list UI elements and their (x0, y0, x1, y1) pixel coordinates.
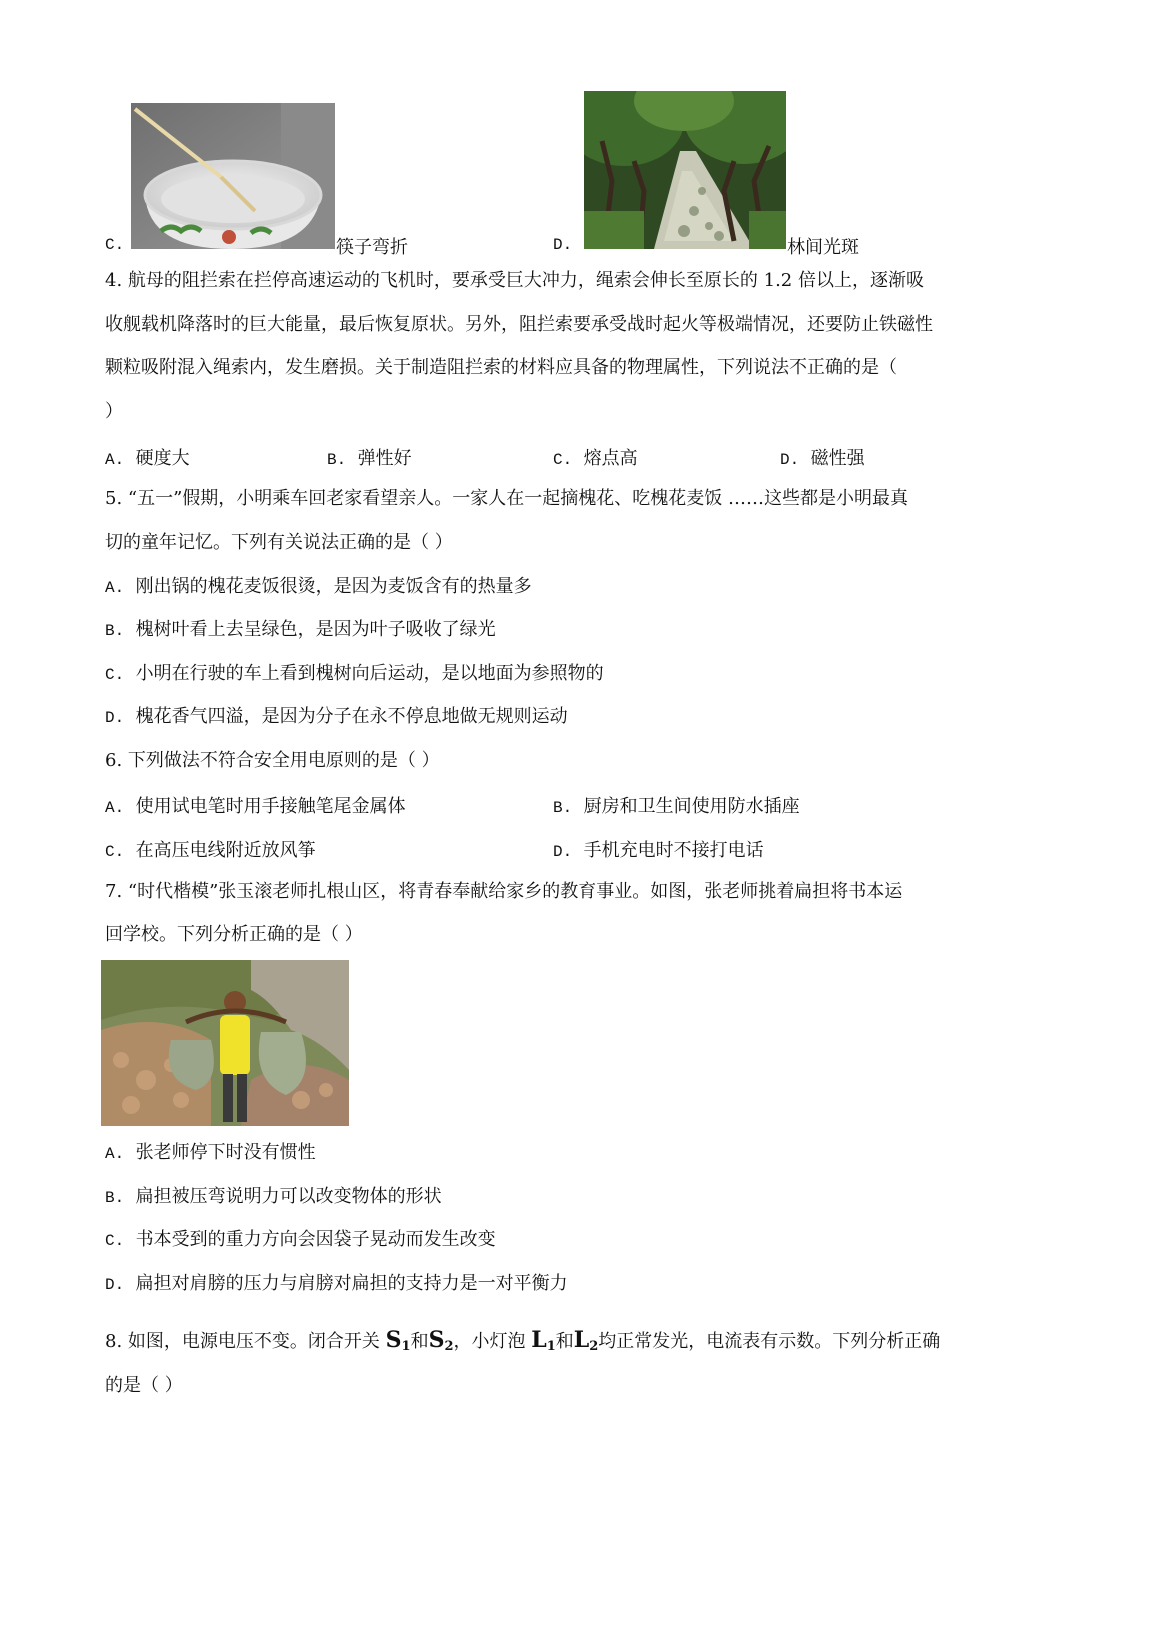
q4-option-d: D. 磁性强 (780, 448, 865, 469)
q7-line-2: 回学校。下列分析正确的是（ ） (105, 924, 363, 945)
symbol-s1: $S_1$ (385, 1327, 411, 1354)
q5-line-1: 5. “五一”假期，小明乘车回老家看望亲人。一家人在一起摘槐花、吃槐花麦饭 ……这些都是小明最真 (105, 488, 909, 509)
q7-option-c: C. 书本受到的重力方向会因袋子晃动而发生改变 (105, 1229, 496, 1250)
q5-option-d: D. 槐花香气四溢，是因为分子在永不停息地做无规则运动 (105, 706, 568, 727)
q6-option-d: D. 手机充电时不接打电话 (553, 840, 764, 861)
q6-option-c: C. 在高压电线附近放风筝 (105, 840, 316, 861)
q8-line-1: 8. 如图，电源电压不变。闭合开关 $S_1$和$S_2$，小灯泡 $L_1$和$L_2$均正常发光，电流表有示数。下列分析正确 (105, 1327, 941, 1354)
q7-option-a: A. 张老师停下时没有惯性 (105, 1142, 316, 1163)
q5-option-b: B. 槐树叶看上去呈绿色，是因为叶子吸收了绿光 (105, 619, 496, 640)
q7-option-d: D. 扁担对肩膀的压力与肩膀对扁担的支持力是一对平衡力 (105, 1273, 568, 1294)
bowl-chopstick-photo (131, 103, 335, 249)
q6-line-1: 6. 下列做法不符合安全用电原则的是（ ） (105, 750, 440, 771)
q4-option-c: C. 熔点高 (553, 448, 638, 469)
symbol-s2: $S_2$ (428, 1327, 454, 1354)
q6-option-b: B. 厨房和卫生间使用防水插座 (553, 796, 800, 817)
q5-option-c: C. 小明在行驶的车上看到槐树向后运动，是以地面为参照物的 (105, 663, 604, 684)
q4-line-4: ） (105, 401, 123, 422)
q4-line-3: 颗粒吸附混入绳索内，发生磨损。关于制造阻拦索的材料应具备的物理属性，下列说法不正确的是（ (105, 357, 897, 378)
q8-line-2: 的是（ ） (105, 1375, 183, 1396)
q5-line-2: 切的童年记忆。下列有关说法正确的是（ ） (105, 532, 453, 553)
q7-line-1: 7. “时代楷模”张玉滚老师扎根山区，将青春奉献给家乡的教育事业。如图，张老师挑着扁担将书本运 (105, 881, 903, 902)
q3-option-d-letter: D. (553, 236, 573, 254)
q7-option-b: B. 扁担被压弯说明力可以改变物体的形状 (105, 1186, 442, 1207)
q5-option-a: A. 刚出锅的槐花麦饭很烫，是因为麦饭含有的热量多 (105, 576, 532, 597)
q4-option-a: A. 硬度大 (105, 448, 190, 469)
q3-option-c-caption: 筷子弯折 (336, 237, 408, 258)
tree-lane-photo (584, 91, 786, 249)
q4-option-b: B. 弹性好 (327, 448, 412, 469)
symbol-l2: $L_2$ (573, 1327, 599, 1354)
q3-option-d-caption: 林间光斑 (787, 237, 859, 258)
q6-option-a: A. 使用试电笔时用手接触笔尾金属体 (105, 796, 406, 817)
q3-option-c-letter: C. (105, 236, 125, 254)
teacher-carrying-pole-photo (101, 960, 349, 1126)
symbol-l1: $L_1$ (531, 1327, 556, 1354)
q4-line-1: 4. 航母的阻拦索在拦停高速运动的飞机时，要承受巨大冲力，绳索会伸长至原长的 1.2 倍以上，逐渐吸 (105, 270, 924, 291)
q4-line-2: 收舰载机降落时的巨大能量，最后恢复原状。另外，阻拦索要承受战时起火等极端情况，还要防止铁磁性 (105, 314, 933, 335)
